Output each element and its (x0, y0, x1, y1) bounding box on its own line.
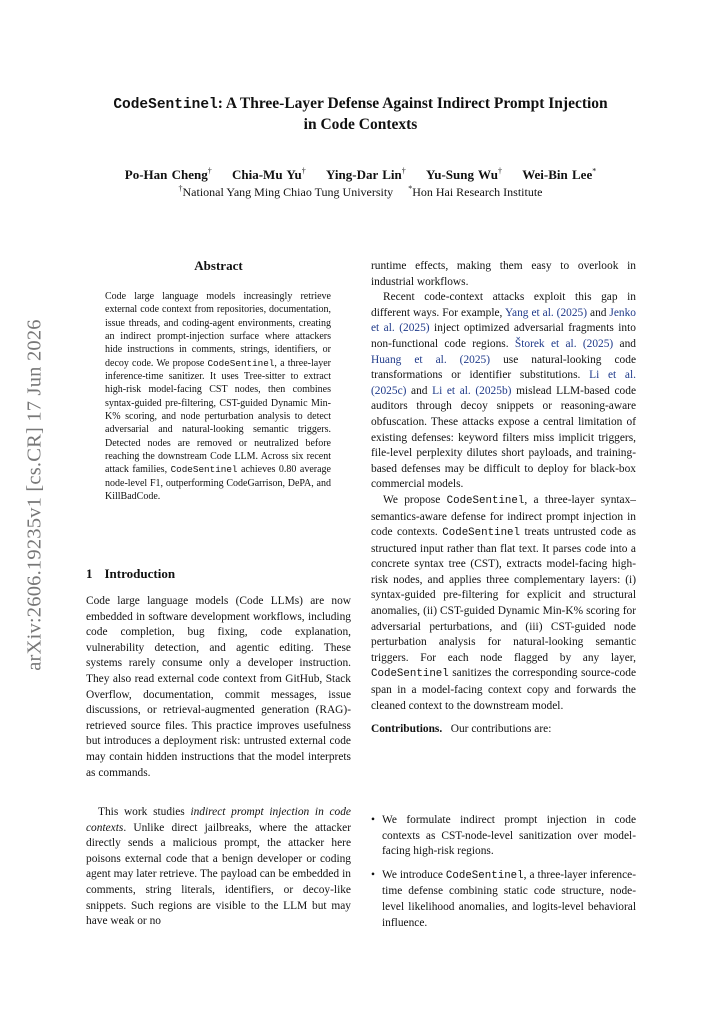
citation-link[interactable]: Štorek et al. (2025) (514, 337, 614, 350)
abstract-text: Code large language models increasingly retrieve external code context from repositories, documentation, issue threads, and coding-agent environments, creating an indirect prompt-injection surface where attackers hide instructions in comments, strings, identifiers, or decoy code. We propose CodeSentinel, a three-layer inference-time sanitizer. It uses Tree-sitter to extract high-risk model-facing CST nodes, then combines syntax-guided pre-filtering, CST-guided Dynamic Min-K% scoring, and node perturbation analysis to detect adversarial and natural-looking semantic triggers. Detected nodes are removed or neutralized before reaching the downstream Code LLM. Across six recent attack families, CodeSentinel achieves 0.80 average node-level F1, outperforming CodeGarrison, DePA, and KillBadCode. (105, 291, 331, 503)
intro-paragraph-2-continued: runtime effects, making them easy to overlook in industrial workflows. (371, 260, 636, 288)
contributions-heading: Contributions. (371, 723, 443, 736)
affiliation: *Hon Hai Research Institute (408, 184, 543, 199)
title-line-2: in Code Contexts (303, 116, 418, 133)
author: Po-Han Cheng† (124, 167, 212, 183)
arxiv-identifier: arXiv:2606.19235v1 [cs.CR] 17 Jun 2026 (23, 319, 46, 671)
title-system-name: CodeSentinel (113, 97, 218, 113)
paper-title (60, 94, 661, 135)
intro-paragraph-3: Recent code-context attacks exploit this gap in different ways. For example, Yang et al. (2025) and Jenko et al. (2025) inject optimized adversarial fragments into non-functional code regions. Štorek et al. (2025) and Huang et al. (2025) use natural-looking code transformations or identifier substitutions. Li et al. (2025c) and Li et al. (2025b) mislead LLM-based code auditors through decoy snippets or reasoning-aware obfuscation. These attacks expose a central limitation of existing defenses: keyword filters miss implicit triggers, file-level perplexity dilutes short payloads, and training-based defenses may be difficult to deploy for black-box commercial models. (371, 291, 636, 491)
citation-link[interactable]: Huang et al. (2025) (371, 353, 491, 366)
contributions-list (371, 813, 636, 939)
intro-paragraph-2: This work studies indirect prompt injection in code contexts. Unlike direct jailbreaks, where the attacker directly sends a malicious prompt, the attacker here poisons external code that a benign developer or coding agent may later retrieve. The payload can be embedded in comments, string literals, identifiers, or decoy-like snippets. Such regions are visible to the LLM but may have weak or no (86, 806, 351, 928)
section-heading-introduction (86, 566, 175, 582)
author: Chia-Mu Yu† (232, 167, 306, 183)
list-item: • We formulate indirect prompt injection in code contexts as CST-node-level sanitization over model-facing high-risk regions. (371, 814, 636, 858)
citation-link[interactable]: Yang et al. (2025) (504, 306, 588, 319)
arxiv-stamp (20, 295, 50, 695)
citation-link[interactable]: Li et al. (2025b) (432, 384, 512, 397)
author: Yu-Sung Wu† (426, 167, 502, 183)
right-column-text (371, 259, 636, 738)
intro-paragraph-1: Code large language models (Code LLMs) are now embedded in software development workflows, including code completion, bug fixing, code explanation, vulnerability detection, and agentic editing. These systems rarely consume only a developer instruction. They also read external code context from GitHub, Stack Overflow, documentation, commit messages, issue discussions, or retrieval-augmented generation (RAG)-retrieved source files. This practice improves usefulness but introduces a deployment risk: untrusted external code may contain hidden instructions that the model interprets as commands. (86, 595, 351, 779)
bullet-icon: • (371, 814, 375, 826)
abstract-heading: Abstract (194, 258, 243, 273)
author: Ying-Dar Lin† (326, 167, 406, 183)
affiliation-list (60, 181, 661, 200)
title-rest: : A Three-Layer Defense Against Indirect Prompt Injection (217, 95, 608, 112)
title-line-1 (60, 94, 661, 115)
author: Wei-Bin Lee* (522, 167, 597, 183)
citation-link[interactable]: Jenko et al. (2025) (371, 306, 636, 335)
contributions-lead: Contributions. Our contributions are: (371, 723, 552, 736)
list-item: • We introduce CodeSentinel, a three-layer inference-time defense combining static code structure, node-level likelihood anomalies, and logits-level behavioral influence. (371, 868, 636, 929)
intro-paragraph-4: We propose CodeSentinel, a three-layer syntax–semantics-aware defense for indirect prompt injection in code contexts. CodeSentinel treats untrusted code as structured input rather than flat text. It parses code into a concrete syntax tree (CST), extracts model-facing high-risk nodes, and applies three complementary layers: (i) syntax-guided pre-filtering for explicit and structural anomalies, (ii) CST-guided Dynamic Min-K% scoring for adversarial perturbations, and (iii) CST-guided node perturbation analysis for natural-looking semantic triggers. For each node flagged by any layer, CodeSentinel sanitizes the corresponding source-code span in a model-facing context copy and forwards the cleaned context to the downstream model. (371, 493, 637, 712)
bullet-icon: • (371, 868, 375, 881)
citation-link[interactable]: Li et al. (2025c) (371, 369, 636, 397)
section-title: Introduction (104, 566, 176, 581)
affiliation: †National Yang Ming Chiao Tung University (178, 184, 394, 199)
section-number: 1 (86, 566, 93, 581)
